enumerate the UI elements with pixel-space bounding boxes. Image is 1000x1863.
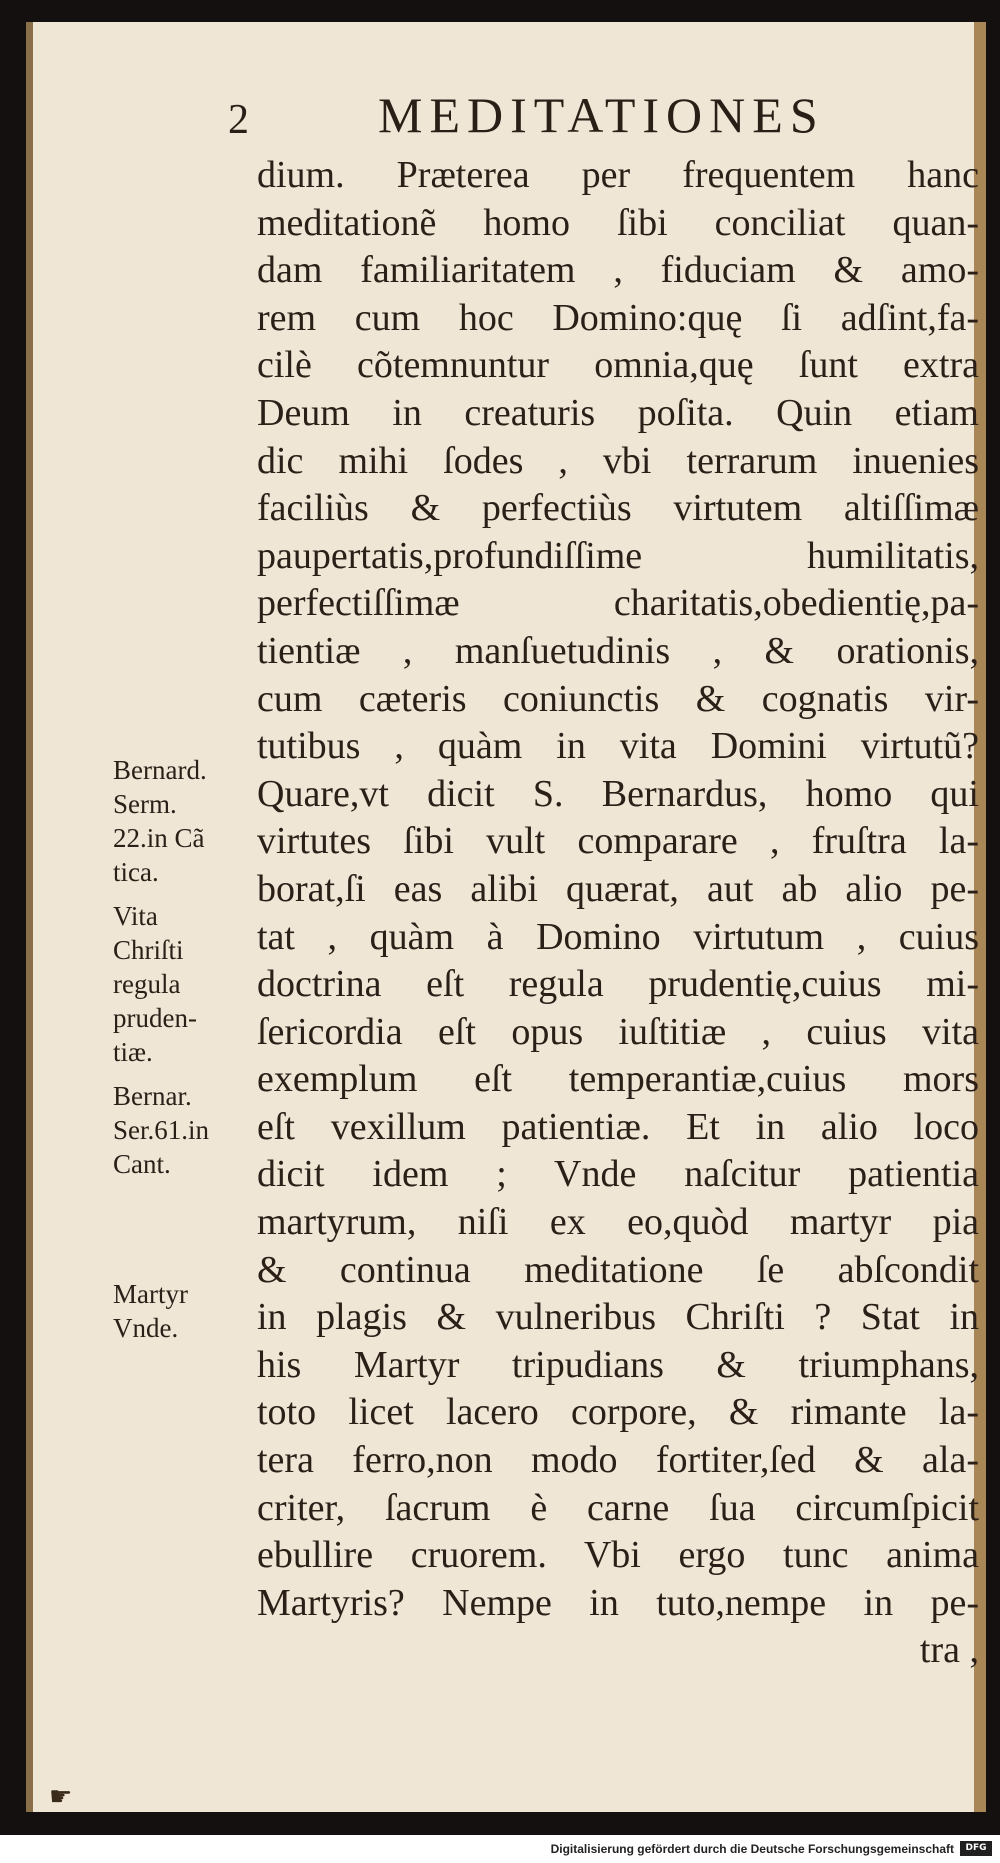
body-text <box>257 152 979 1675</box>
text-line: Quare,vt dicit S. Bernardus, homo qui <box>257 772 979 815</box>
text-line: martyrum, niſi ex eo,quòd martyr pia <box>257 1201 979 1244</box>
text-line: toto licet lacero corpore, & rimante la- <box>257 1391 979 1434</box>
text-line: criter, ſacrum è carne ſua circumſpicit <box>257 1486 979 1529</box>
text-line: Martyris? Nempe in tuto,nempe in pe- <box>257 1581 979 1624</box>
text-line: cilè cõtemnuntur omnia,quę ſunt extra <box>257 344 979 387</box>
catchword: tra , <box>919 1629 979 1672</box>
text-line: cum cæteris coniunctis & cognatis vir- <box>257 677 979 720</box>
text-line: Deum in creaturis poſita. Quin etiam <box>257 391 979 434</box>
marginal-notes <box>113 753 263 1345</box>
marginal-note: Cant. <box>113 1149 171 1179</box>
text-line: in plagis & vulneribus Chriſti ? Stat in <box>257 1296 979 1339</box>
text-line: paupertatis,profundiſſime humilitatis, <box>257 534 979 577</box>
text-line: tera ferro,non modo fortiter,ſed & ala- <box>257 1439 979 1482</box>
text-line: dium. Præterea per frequentem hanc <box>257 154 979 196</box>
text-line: perfectiſſimæ charitatis,obedientię,pa- <box>257 582 979 625</box>
text-line: dic mihi ſodes , vbi terrarum inuenies <box>257 439 979 482</box>
text-line: his Martyr tripudians & triumphans, <box>257 1343 979 1386</box>
hand-pointer-icon: ☛ <box>49 1782 73 1811</box>
book-page <box>26 22 986 1812</box>
marginal-note: Vnde. <box>113 1313 179 1343</box>
marginal-note: regula <box>113 969 181 999</box>
text-line: dam familiaritatem , fiduciam & amo- <box>257 249 979 292</box>
text-line: meditationẽ homo ſibi conciliat quan- <box>257 201 979 244</box>
marginal-note: Serm. <box>113 789 177 819</box>
text-line: exemplum eſt temperantiæ,cuius mors <box>257 1058 979 1101</box>
text-line: & continua meditatione ſe abſcondit <box>257 1248 979 1291</box>
marginal-note: Bernard. <box>113 755 207 785</box>
text-line: dicit idem ; Vnde naſcitur patientia <box>257 1153 979 1196</box>
running-head <box>33 86 974 156</box>
marginal-note: Vita <box>113 901 158 931</box>
marginal-note: pruden- <box>113 1003 197 1033</box>
marginal-note: tica. <box>113 857 159 887</box>
text-line: tat , quàm à Domino virtutum , cuius <box>257 915 979 958</box>
marginal-note: Martyr <box>113 1279 188 1309</box>
marginal-note: 22.in Cã <box>113 823 205 853</box>
dfg-logo: DFG <box>960 1841 992 1856</box>
text-line: virtutes ſibi vult comparare , fruſtra la- <box>257 820 979 863</box>
text-line: eſt vexillum patientiæ. Et in alio loco <box>257 1105 979 1148</box>
page-number: 2 <box>228 97 249 143</box>
text-line: ſericordia eſt opus iuſtitiæ , cuius vita <box>257 1010 979 1053</box>
text-line: ebullire cruorem. Vbi ergo tunc anima <box>257 1534 979 1577</box>
running-title: MEDITATIONES <box>378 87 825 143</box>
text-line: doctrina eſt regula prudentię,cuius mi- <box>257 963 979 1006</box>
text-line: faciliùs & perfectiùs virtutem altiſſimæ <box>257 487 979 530</box>
text-line: borat,ſi eas alibi quærat, aut ab alio pe- <box>257 867 979 910</box>
footer-credit: Digitalisierung gefördert durch die Deutsche Forschungsgemeinschaft <box>550 1842 954 1856</box>
marginal-note: Chriſti <box>113 935 184 965</box>
marginal-note: tiæ. <box>113 1037 153 1067</box>
text-line: tientiæ , manſuetudinis , & orationis, <box>257 629 979 672</box>
marginal-note: Bernar. <box>113 1081 192 1111</box>
text-line: tutibus , quàm in vita Domini virtutũ? <box>257 725 979 768</box>
text-line: rem cum hoc Domino:quę ſi adſint,fa- <box>257 296 979 339</box>
marginal-note: Ser.61.in <box>113 1115 210 1145</box>
footer <box>0 1835 1000 1863</box>
